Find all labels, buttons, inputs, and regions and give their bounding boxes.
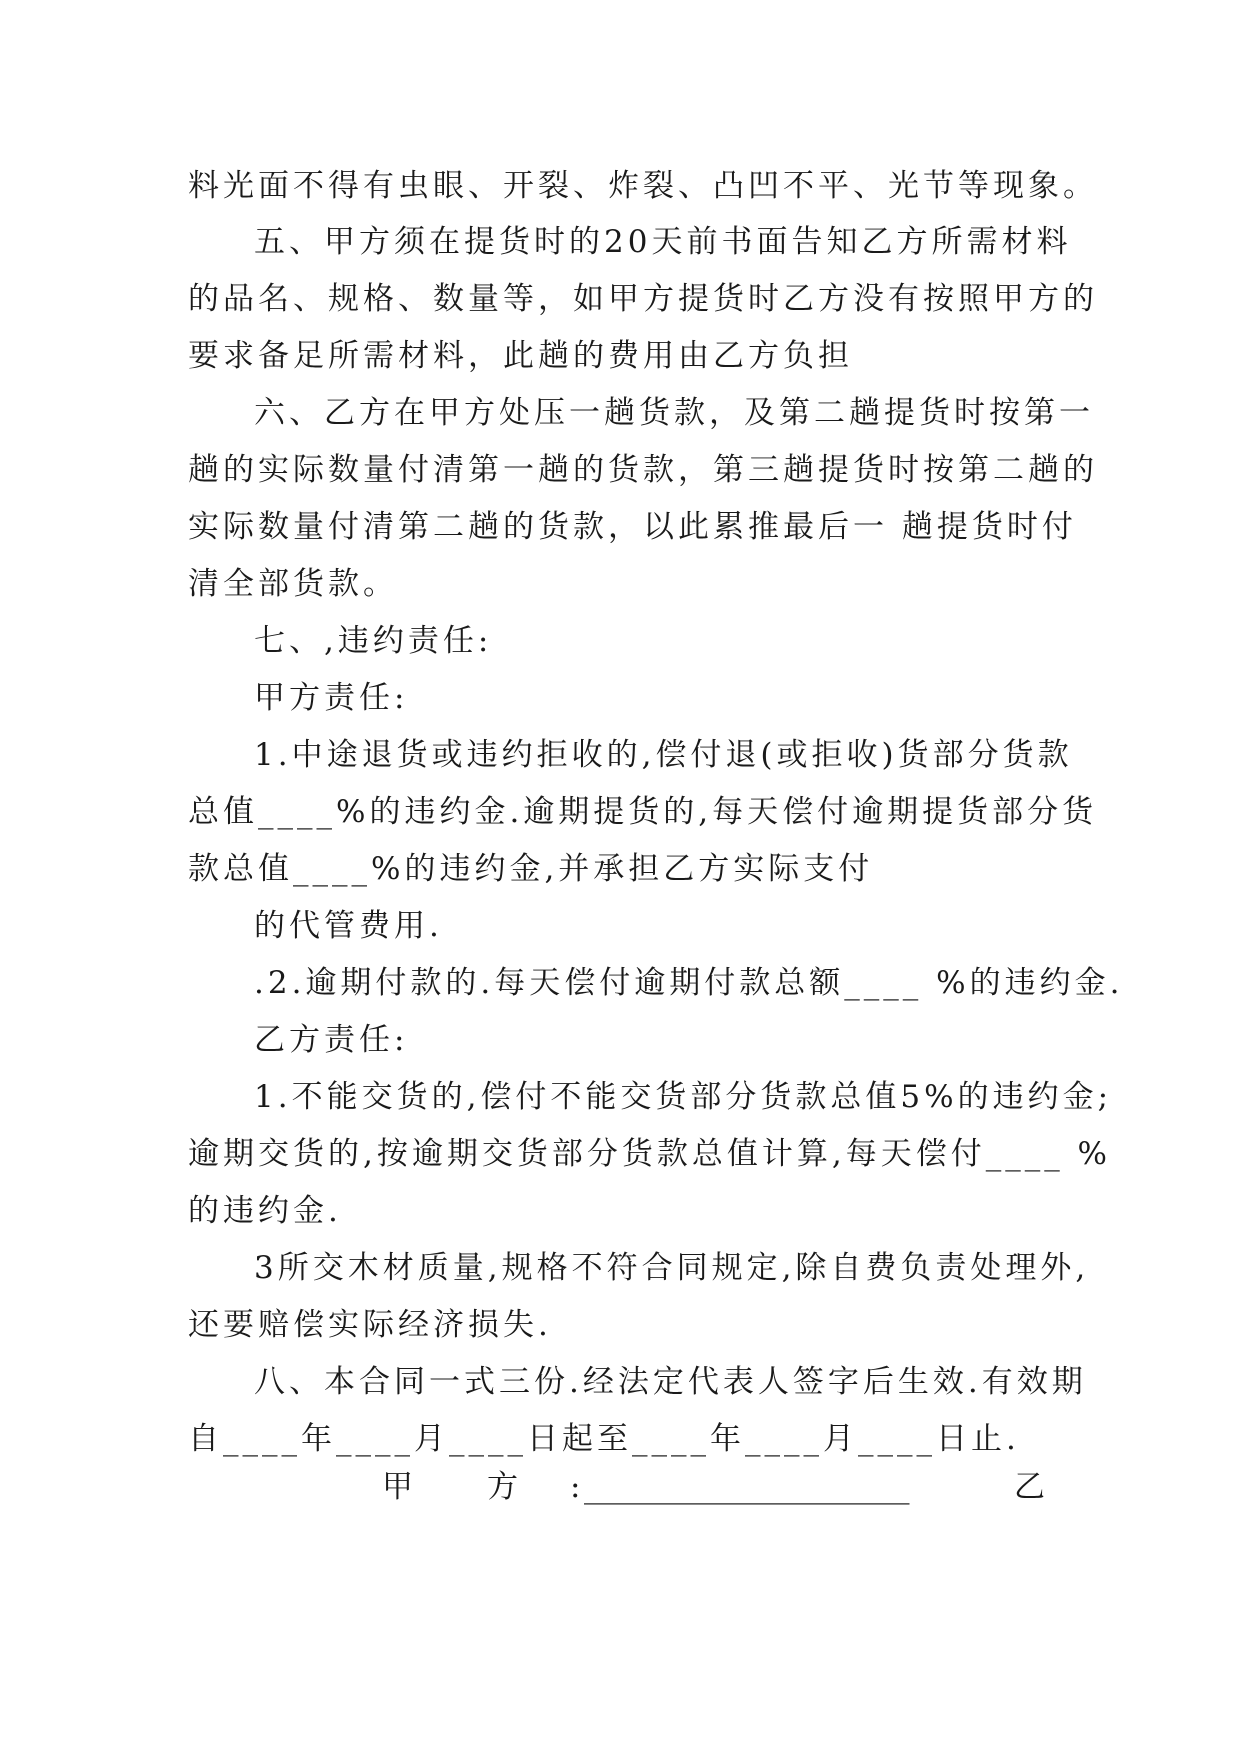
text-line: 甲方责任: (254, 680, 409, 716)
text-line: 的品名、规格、数量等，如甲方提货时乙方没有按照甲方的 (188, 281, 1098, 317)
text-line: 趟的实际数量付清第一趟的货款，第三趟提货时按第二趟的 (188, 452, 1098, 488)
text-line: 乙方责任: (254, 1022, 409, 1058)
text-line: .2.逾期付款的.每天偿付逾期付款总额____ %的违约金. (254, 965, 1124, 1001)
text-line: 1.不能交货的,偿付不能交货部分货款总值5%的违约金; (254, 1079, 1113, 1115)
text-line: 自____年____月____日起至____年____月____日止. (188, 1421, 1020, 1457)
text-line: 1.中途退货或违约拒收的,偿付退(或拒收)货部分货款 (254, 737, 1073, 773)
text-line: 清全部货款。 (188, 566, 398, 602)
text-line: 七、,违约责任: (254, 623, 493, 659)
text-line: 的违约金. (188, 1193, 342, 1229)
text-line: 的代管费用. (254, 908, 443, 944)
signature-colon: : (570, 1469, 581, 1505)
party-a-signature-blank: _____________________ (584, 1469, 910, 1505)
text-line: 实际数量付清第二趟的货款，以此累推最后一 趟提货时付 (188, 509, 1077, 545)
text-line: 五、甲方须在提货时的20天前书面告知乙方所需材料 (254, 224, 1072, 260)
text-line: 3所交木材质量,规格不符合同规定,除自费负责处理外, (254, 1250, 1090, 1286)
text-line: 八、本合同一式三份.经法定代表人签字后生效.有效期 (254, 1364, 1087, 1400)
text-line: 料光面不得有虫眼、开裂、炸裂、凸凹不平、光节等现象。 (188, 168, 1098, 204)
text-line: 六、乙方在甲方处压一趟货款，及第二趟提货时按第一 (254, 395, 1094, 431)
text-line: 总值____%的违约金.逾期提货的,每天偿付逾期提货部分货 (188, 794, 1098, 830)
party-b-label: 乙 (1014, 1469, 1045, 1505)
text-line: 款总值____%的违约金,并承担乙方实际支付 (188, 851, 874, 887)
text-line: 还要赔偿实际经济损失. (188, 1307, 552, 1343)
party-a-label: 甲 方 (382, 1469, 522, 1505)
text-line: 要求备足所需材料，此趟的费用由乙方负担 (188, 338, 853, 374)
text-line: 逾期交货的,按逾期交货部分货款总值计算,每天偿付____ % (188, 1136, 1112, 1172)
